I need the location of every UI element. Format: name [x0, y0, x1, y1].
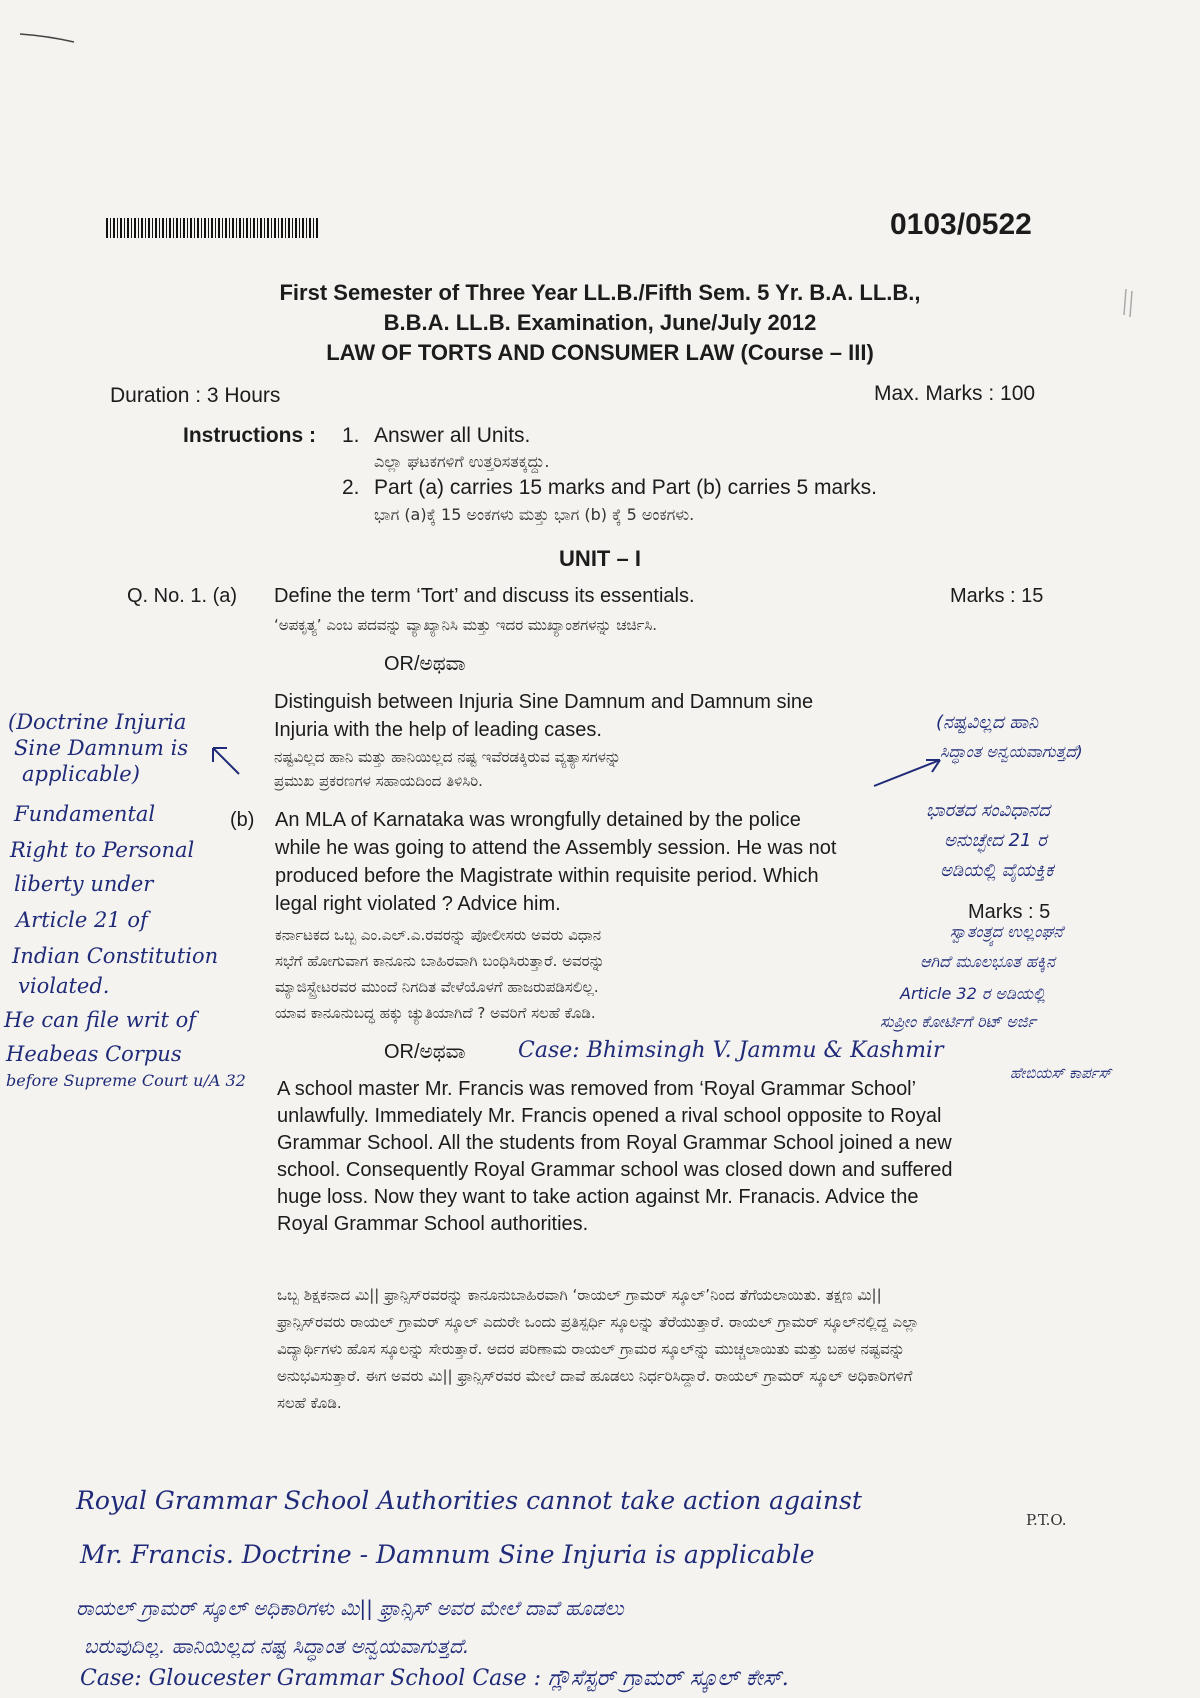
handwritten-note: ಅನುಚ್ಛೇದ 21 ರ [944, 830, 1047, 851]
pto-label: P.T.O. [1026, 1511, 1067, 1529]
handwritten-note: ಅಡಿಯಲ್ಲಿ ವೈಯಕ್ತಿಕ [940, 860, 1054, 881]
question-1a-alt-line1: Distinguish between Injuria Sine Damnum and Damnum sine [274, 691, 814, 713]
question-1a-marks: Marks : 15 [950, 585, 1044, 607]
instruction-item-1-kannada: ಎಲ್ಲಾ ಘಟಕಗಳಿಗೆ ಉತ್ತರಿಸತಕ್ಕದ್ದು. [374, 452, 550, 471]
handwritten-answer-line: ರಾಯಲ್ ಗ್ರಾಮರ್ ಸ್ಕೂಲ್ ಅಧಿಕಾರಿಗಳು ಮಿ|| ಫ್ರಾನ್ಸಿಸ್ ಅವರ ಮೇಲೆ ದಾವೆ ಹೂಡಲು [76, 1596, 624, 1620]
handwritten-case-citation: Case: Bhimsingh V. Jammu & Kashmir [518, 1038, 944, 1063]
question-1b-kannada-1: ಕರ್ನಾಟಕದ ಒಬ್ಬ ಎಂ.ಎಲ್.ಎ.ರವರನ್ನು ಪೋಲೀಸರು ಅವರು ವಿಧಾನ [275, 926, 602, 944]
exam-title-line1: First Semester of Three Year LL.B./Fifth Sem. 5 Yr. B.A. LL.B., [279, 280, 921, 305]
handwritten-note: Article 32 ರ ಅಡಿಯಲ್ಲಿ [900, 984, 1046, 1003]
handwritten-note: Heabeas Corpus [6, 1042, 182, 1066]
question-1a-alt-line2: Injuria with the help of leading cases. [274, 719, 602, 741]
handwritten-note: (Doctrine Injuria [8, 710, 187, 734]
handwritten-note: Indian Constitution [12, 944, 219, 968]
question-1b-alt-text: A school master Mr. Francis was removed from ‘Royal Grammar School’ unlawfully. Immediately Mr. Francis opened a rival school opposite to Royal Grammar School. All the students from Royal Grammar School joined a new school. Consequently Royal Grammar school was closed down and suffered huge loss. Now they want to take action against Mr. Franacis. Advice the Royal Grammar School authorities. [277, 1078, 953, 1235]
question-1b-kannada-2: ಸಭೆಗೆ ಹೋಗುವಾಗ ಕಾನೂನು ಬಾಹಿರವಾಗಿ ಬಂಧಿಸಿರುತ್ತಾರೆ. ಅವರನ್ನು [275, 952, 605, 970]
handwritten-note: ಸ್ವಾತಂತ್ರ್ಯದ ಉಲ್ಲಂಘನೆ [950, 922, 1063, 941]
question-1b-line2: while he was going to attend the Assembly session. He was not [275, 837, 837, 859]
handwritten-note: Fundamental [14, 802, 156, 826]
question-1a-alt-kannada-2: ಪ್ರಮುಖ ಪ್ರಕರಣಗಳ ಸಹಾಯದಿಂದ ತಿಳಿಸಿರಿ. [274, 772, 483, 790]
handwritten-note: applicable) [22, 762, 140, 786]
handwritten-note: violated. [18, 974, 110, 998]
question-part-label: (b) [230, 809, 255, 831]
handwritten-note: Article 21 of [16, 908, 148, 932]
question-1a-alt-kannada-1: ನಷ್ಟವಿಲ್ಲದ ಹಾನಿ ಮತ್ತು ಹಾನಿಯಿಲ್ಲದ ನಷ್ಟ ಇವೆರಡಕ್ಕಿರುವ ವ್ಯತ್ಯಾಸಗಳನ್ನು [274, 748, 621, 766]
handwritten-answer-line: Mr. Francis. Doctrine - Damnum Sine Injuria is applicable [80, 1540, 815, 1569]
handwritten-note: ಸುಪ್ರೀಂ ಕೋರ್ಟಿಗೆ ರಿಟ್ ಅರ್ಜಿ [880, 1012, 1036, 1031]
instruction-item-1: Answer all Units. [374, 424, 531, 447]
arrow-icon [870, 752, 950, 792]
handwritten-answer-line: ಬರುವುದಿಲ್ಲ. ಹಾನಿಯಿಲ್ಲದ ನಷ್ಟ ಸಿದ್ಧಾಂತ ಅನ್ವಯವಾಗುತ್ತದೆ. [84, 1634, 470, 1658]
handwritten-answer-line: Case: Gloucester Grammar School Case : ಗ್ಲೌಸೆಸ್ಟರ್ ಗ್ರಾಮರ್ ಸ್ಕೂಲ್ ಕೇಸ್. [80, 1666, 789, 1691]
barcode [106, 218, 320, 238]
handwritten-note: ಭಾರತದ ಸಂವಿಧಾನದ [926, 800, 1050, 821]
handwritten-note: ಹೇಬಿಯಸ್ ಕಾರ್ಪಸ್ [1010, 1064, 1112, 1082]
handwritten-note: ಆಗಿದೆ ಮೂಲಭೂತ ಹಕ್ಕಿನ [920, 952, 1055, 971]
handwritten-note: (ನಷ್ಟವಿಲ್ಲದ ಹಾನಿ [936, 712, 1039, 733]
handwritten-note: before Supreme Court u/A 32 [6, 1071, 246, 1090]
handwritten-answer-line: Royal Grammar School Authorities cannot take action against [76, 1486, 862, 1515]
question-1b-line1: An MLA of Karnataka was wrongfully detained by the police [275, 809, 801, 831]
question-1b-kannada-4: ಯಾವ ಕಾನೂನುಬದ್ಧ ಹಕ್ಕು ಚ್ಯುತಿಯಾಗಿದೆ ? ಅವರಿಗೆ ಸಲಹೆ ಕೊಡಿ. [275, 1004, 596, 1022]
pen-stroke-mark [18, 28, 78, 48]
question-1b-kannada-3: ಮ್ಯಾಜಿಸ್ಟ್ರೇಟರವರ ಮುಂದೆ ನಿಗದಿತ ವೇಳೆಯೊಳಗೆ ಹಾಜರುಪಡಿಸಲಿಲ್ಲ. [275, 978, 599, 996]
question-1a-text: Define the term ‘Tort’ and discuss its essentials. [274, 585, 695, 607]
handwritten-note: liberty under [14, 872, 154, 896]
handwritten-note: Sine Damnum is [14, 736, 189, 760]
exam-title-line3: LAW OF TORTS AND CONSUMER LAW (Course – III) [326, 340, 874, 365]
paper-code: 0103/0522 [890, 208, 1032, 241]
question-number: Q. No. 1. (a) [127, 585, 238, 607]
or-separator: OR/ಅಥವಾ [384, 653, 466, 675]
instruction-number: 1. [342, 424, 360, 447]
question-1b-line4: legal right violated ? Advice him. [275, 893, 561, 915]
exam-title-line2: B.B.A. LL.B. Examination, June/July 2012 [383, 310, 817, 335]
duration: Duration : 3 Hours [110, 384, 281, 407]
question-1b-line3: produced before the Magistrate within requisite period. Which [275, 865, 819, 887]
handwritten-note: ಸಿದ್ಧಾಂತ ಅನ್ವಯವಾಗುತ್ತದೆ) [940, 742, 1083, 761]
instruction-number: 2. [342, 476, 360, 499]
instruction-item-2-kannada: ಭಾಗ (a)ಕ್ಕೆ 15 ಅಂಕಗಳು ಮತ್ತು ಭಾಗ (b) ಕ್ಕೆ 5 ಅಂಕಗಳು. [374, 505, 695, 524]
max-marks: Max. Marks : 100 [874, 382, 1036, 405]
question-1a-kannada: ‘ಅಪಕೃತ್ಯ’ ಎಂಬ ಪದವನ್ನು ವ್ಯಾಖ್ಯಾನಿಸಿ ಮತ್ತು ಇದರ ಮುಖ್ಯಾಂಶಗಳನ್ನು ಚರ್ಚಿಸಿ. [274, 616, 658, 634]
or-separator: OR/ಅಥವಾ [384, 1041, 466, 1063]
unit-heading: UNIT – I [559, 546, 641, 571]
handwritten-note: Right to Personal [10, 838, 195, 862]
instruction-item-2: Part (a) carries 15 marks and Part (b) carries 5 marks. [374, 476, 877, 499]
question-1b-alt-kannada: ಒಬ್ಬ ಶಿಕ್ಷಕನಾದ ಮಿ|| ಫ್ರಾನ್ಸಿಸ್‌ರವರನ್ನು ಕಾನೂನುಬಾಹಿರವಾಗಿ ‘ರಾಯಲ್ ಗ್ರಾಮರ್ ಸ್ಕೂಲ್’ನಿಂದ ತೆಗೆಯಲಾಯಿತು. ತಕ್ಷಣ ಮಿ|| ಫ್ರಾನ್ಸಿಸ್‌ರವರು ರಾಯಲ್ ಗ್ರಾಮರ್ ಸ್ಕೂಲ್ ಎದುರೇ ಒಂದು ಪ್ರತಿಸ್ಪರ್ಧಿ ಸ್ಕೂಲನ್ನು ತೆರೆಯುತ್ತಾರೆ. ರಾಯಲ್ ಗ್ರಾಮರ್ ಸ್ಕೂಲ್‌ನಲ್ಲಿದ್ದ ಎಲ್ಲಾ ವಿದ್ಯಾರ್ಥಿಗಳು ಹೊಸ ಸ್ಕೂಲನ್ನು ಸೇರುತ್ತಾರೆ. ಅದರ ಪರಿಣಾಮ ರಾಯಲ್ ಗ್ರಾಮರ ಸ್ಕೂಲ್‌ನ್ನು ಮುಚ್ಚಲಾಯಿತು ಮತ್ತು ಬಹಳ ನಷ್ಟವನ್ನು ಅನುಭವಿಸುತ್ತಾರೆ. ಈಗ ಅವರು ಮಿ|| ಫ್ರಾನ್ಸಿಸ್‌ರವರ ಮೇಲೆ ದಾವೆ ಹೂಡಲು ನಿರ್ಧರಿಸಿದ್ದಾರೆ. ರಾಯಲ್ ಗ್ರಾಮರ್ ಸ್ಕೂಲ್ ಅಧಿಕಾರಿಗಳಿಗೆ ಸಲಹೆ ಕೊಡಿ. [277, 1286, 919, 1412]
instructions-label: Instructions : [183, 424, 317, 447]
handwritten-note: He can file writ of [4, 1008, 196, 1032]
question-1b-marks: Marks : 5 [968, 901, 1051, 923]
arrow-icon [205, 742, 265, 782]
